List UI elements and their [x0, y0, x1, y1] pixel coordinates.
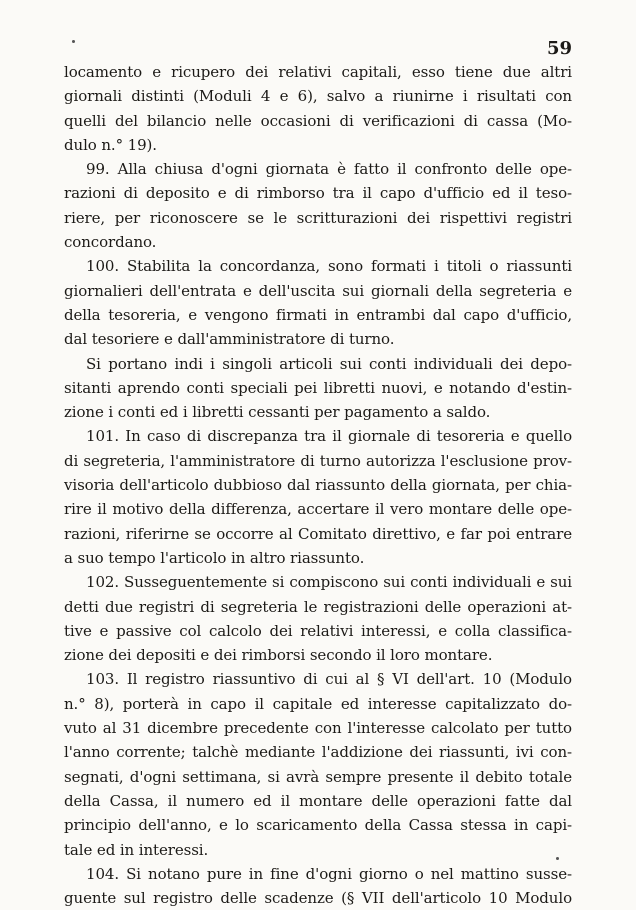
text-line: sitanti aprendo conti speciali pei libretti nuovi, e notando d'estin-: [64, 378, 572, 397]
text-line: razioni, riferirne se occorre al Comitato direttivo, e far poi entrare: [64, 524, 572, 543]
text-line: concordano.: [64, 233, 157, 252]
text-line: tive e passive col calcolo dei relativi interessi, e colla classifica-: [64, 621, 572, 640]
text-line: riere, per riconoscere se le scritturazioni dei rispettivi registri: [64, 208, 572, 227]
text-line: vuto al 31 dicembre precedente con l'interesse calcolato per tutto: [64, 719, 572, 738]
text-line: locamento e ricupero dei relativi capitali, esso tiene due altri: [64, 63, 572, 81]
text-line: 103. Il registro riassuntivo di cui al § VI dell'art. 10 (Modulo: [86, 670, 572, 689]
text-line: tale ed in interessi.: [64, 840, 209, 859]
text-line: rire il motivo della differenza, accertare il vero montare delle ope-: [64, 500, 572, 519]
text-line: l'anno corrente; talchè mediante l'addizione dei riassunti, ivi con-: [64, 743, 572, 762]
text-line: a suo tempo l'articolo in altro riassunto.: [64, 548, 365, 567]
text-line: detti due registri di segreteria le registrazioni delle operazioni at-: [64, 597, 572, 616]
text-line: dulo n.° 19).: [64, 135, 157, 154]
text-line: n.° 8), porterà in capo il capitale ed interesse capitalizzato do-: [64, 694, 572, 713]
text-line: 104. Si notano pure in fine d'ogni giorno o nel mattino susse-: [86, 864, 572, 883]
text-line: zione i conti ed i libretti cessanti per pagamento a saldo.: [64, 403, 491, 422]
text-line: 102. Susseguentemente si compiscono sui conti individuali e sui: [86, 573, 572, 592]
text-line: dal tesoriere e dall'amministratore di turno.: [64, 330, 395, 349]
text-line: giornalieri dell'entrata e dell'uscita sui giornali della segreteria e: [64, 281, 572, 300]
text-line: giornali distinti (Moduli 4 e 6), salvo a riunirne i risultati con: [64, 87, 572, 106]
ink-speck: [72, 40, 75, 43]
text-line: zione dei depositi e dei rimborsi secondo il loro montare.: [64, 646, 493, 665]
text-line: 99. Alla chiusa d'ogni giornata è fatto il confronto delle ope-: [86, 160, 572, 179]
text-line: Si portano indi i singoli articoli sui conti individuali dei depo-: [86, 354, 572, 373]
text-line: della tesoreria, e vengono firmati in entrambi dal capo d'ufficio,: [64, 305, 572, 324]
text-line: principio dell'anno, e lo scaricamento della Cassa stessa in capi-: [64, 816, 572, 835]
body-text: [64, 60, 572, 910]
text-line: 101. In caso di discrepanza tra il giornale di tesoreria e quello: [86, 427, 572, 446]
text-line: segnati, d'ogni settimana, si avrà sempre presente il debito totale: [64, 767, 572, 786]
text-line: guente sul registro delle scadenze (§ VII dell'articolo 10 Modulo: [64, 889, 572, 908]
text-line: quelli del bilancio nelle occasioni di verificazioni di cassa (Mo-: [64, 111, 572, 130]
text-line: razioni di deposito e di rimborso tra il capo d'ufficio ed il teso-: [64, 184, 572, 203]
text-line: di segreteria, l'amministratore di turno autorizza l'esclusione prov-: [64, 451, 572, 470]
page-number: 59: [546, 38, 572, 59]
text-line: visoria dell'articolo dubbioso dal riassunto della giornata, per chia-: [64, 476, 572, 495]
text-line: della Cassa, il numero ed il montare delle operazioni fatte dal: [64, 791, 572, 810]
text-line: 100. Stabilita la concordanza, sono formati i titoli o riassunti: [86, 257, 572, 276]
